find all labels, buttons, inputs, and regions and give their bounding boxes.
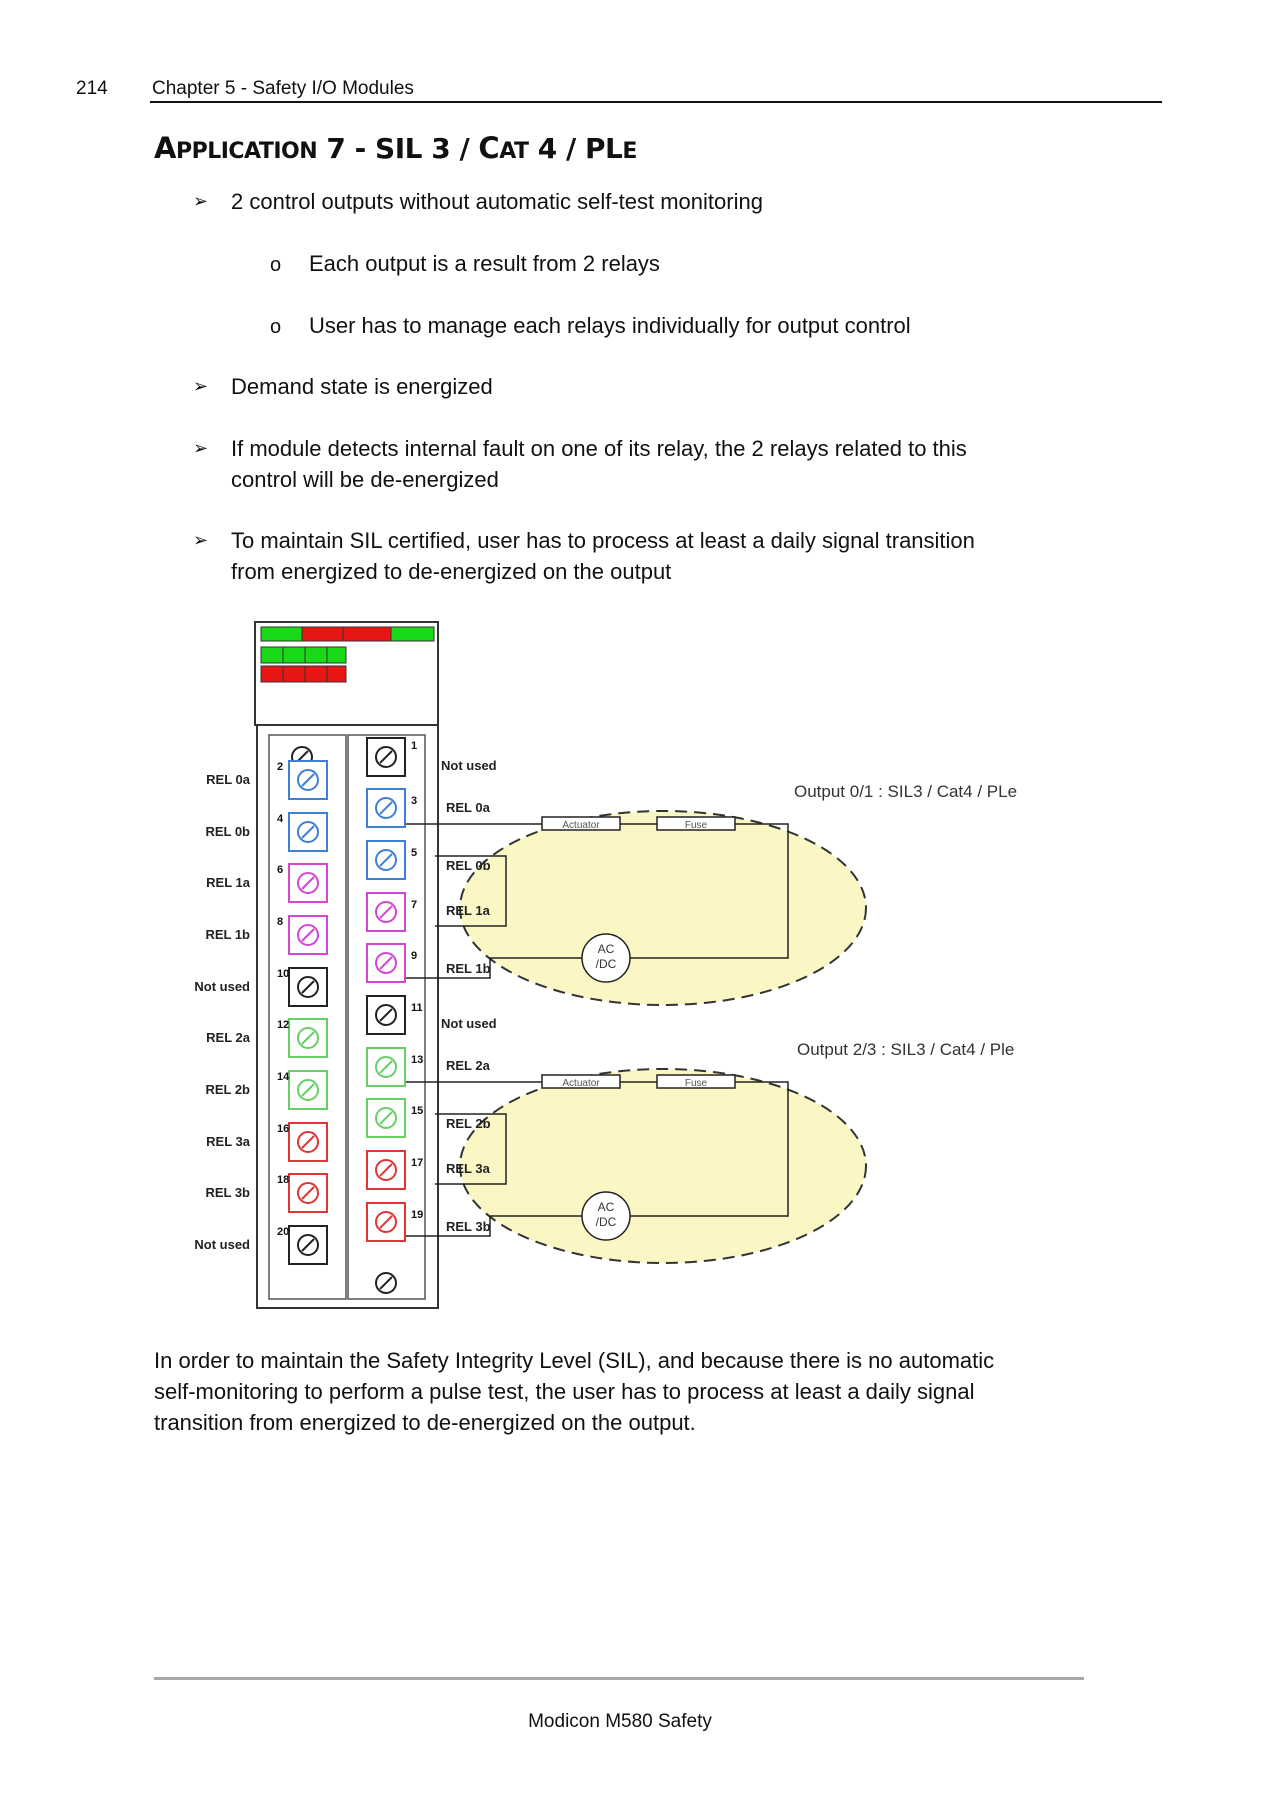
terminal-label: REL 1b (205, 927, 250, 942)
title-part: 7 - SIL 3 / (317, 132, 479, 165)
bullet-text-cont: control will be de-energized (231, 467, 499, 492)
led-red (305, 666, 327, 682)
actuator-label: Actuator (562, 1078, 600, 1089)
acdc-label: AC (597, 1200, 615, 1214)
terminal-label: Not used (194, 1237, 250, 1252)
relay-label: REL 0a (446, 800, 490, 815)
terminal-label: Not used (194, 979, 250, 994)
paragraph-line: transition from energized to de-energized on the output. (154, 1410, 696, 1435)
terminal-label: REL 2a (206, 1030, 250, 1045)
terminal-label: REL 3a (206, 1134, 250, 1149)
terminal-number: 13 (411, 1054, 424, 1066)
sub-bullet-marker: o (270, 254, 282, 276)
terminal-number: 11 (411, 1002, 423, 1014)
title-part: 4 / PL (528, 132, 623, 165)
sub-bullet-text: User has to manage each relays individually for output control (309, 313, 911, 338)
output-label: Output 0/1 : SIL3 / Cat4 / PLe (794, 782, 1018, 801)
led-red (302, 627, 343, 641)
terminal-number: 16 (277, 1123, 290, 1135)
terminal-number: 15 (411, 1105, 424, 1117)
terminal-number: 5 (411, 847, 418, 859)
led-red (327, 666, 346, 682)
bullet-marker: ➢ (193, 530, 209, 550)
acdc-label: /DC (595, 1215, 617, 1229)
led-red (343, 627, 391, 641)
fuse-label: Fuse (684, 1078, 708, 1089)
terminal-number: 8 (277, 916, 284, 928)
title-part: E (622, 139, 637, 164)
led-red (283, 666, 305, 682)
terminal-number: 17 (411, 1157, 424, 1169)
terminal-number: 3 (411, 795, 418, 807)
led-green (391, 627, 434, 641)
acdc-label: AC (597, 942, 615, 956)
title-part: A (154, 131, 176, 165)
bullet-text: 2 control outputs without automatic self-test monitoring (231, 189, 763, 214)
bullet-text-cont: from energized to de-energized on the output (231, 559, 672, 584)
acdc-label: /DC (595, 957, 617, 971)
bullet-marker: ➢ (193, 438, 209, 458)
relay-label: REL 1a (446, 903, 490, 918)
terminal-number: 6 (277, 864, 284, 876)
bullet-text: Demand state is energized (231, 374, 493, 399)
output-label: Output 2/3 : SIL3 / Cat4 / Ple (797, 1040, 1015, 1059)
fuse-label: Fuse (684, 820, 708, 831)
relay-label: REL 3b (446, 1219, 491, 1234)
title-part: PPLICATION (175, 139, 318, 164)
led-green (283, 647, 305, 663)
led-green (327, 647, 346, 663)
bullet-text: To maintain SIL certified, user has to process at least a daily signal transition (231, 528, 975, 553)
terminal-number: 7 (411, 899, 418, 911)
relay-label: REL 1b (446, 961, 491, 976)
terminal-number: 20 (277, 1226, 290, 1238)
terminal-number: 14 (277, 1071, 290, 1083)
output-zone-2 (460, 1069, 866, 1263)
terminal-number: 12 (277, 1019, 290, 1031)
terminal-label: REL 2b (205, 1082, 250, 1097)
chapter-title: Chapter 5 - Safety I/O Modules (152, 78, 414, 99)
title-part: AT (499, 139, 529, 164)
led-green (305, 647, 327, 663)
page-number: 214 (76, 78, 108, 99)
title-part: C (478, 131, 500, 165)
bullet-text: If module detects internal fault on one of its relay, the 2 relays related to this (231, 436, 967, 461)
relay-label: REL 2b (446, 1116, 491, 1131)
terminal-number: 9 (411, 950, 418, 962)
bullet-marker: ➢ (193, 376, 209, 396)
terminal-label: REL 0b (205, 824, 250, 839)
relay-label: REL 3a (446, 1161, 490, 1176)
paragraph-line: In order to maintain the Safety Integrity Level (SIL), and because there is no automatic (154, 1348, 995, 1373)
not-used-label: Not used (441, 758, 497, 773)
terminal-label: REL 3b (205, 1185, 250, 1200)
led-red (261, 666, 283, 682)
relay-label: REL 2a (446, 1058, 490, 1073)
terminal-number: 19 (411, 1209, 424, 1221)
not-used-label: Not used (441, 1016, 497, 1031)
footer-rule (154, 1677, 1084, 1680)
terminal-number: 4 (277, 813, 284, 825)
terminal-number: 2 (277, 761, 284, 773)
terminal-number: 1 (411, 740, 418, 752)
paragraph-line: self-monitoring to perform a pulse test, the user has to process at least a daily signal (154, 1379, 975, 1404)
led-green (261, 647, 283, 663)
led-green (261, 627, 302, 641)
actuator-label: Actuator (562, 820, 600, 831)
terminal-label: REL 0a (206, 772, 250, 787)
sub-bullet-marker: o (270, 316, 282, 338)
terminal-label: REL 1a (206, 875, 250, 890)
footer-title: Modicon M580 Safety (528, 1711, 712, 1732)
bullet-marker: ➢ (193, 191, 209, 211)
sub-bullet-text: Each output is a result from 2 relays (309, 251, 660, 276)
terminal-number: 18 (277, 1174, 290, 1186)
output-zone-1 (460, 811, 866, 1005)
relay-label: REL 0b (446, 858, 491, 873)
terminal-number: 10 (277, 968, 290, 980)
body-paragraph (154, 1345, 1094, 1438)
